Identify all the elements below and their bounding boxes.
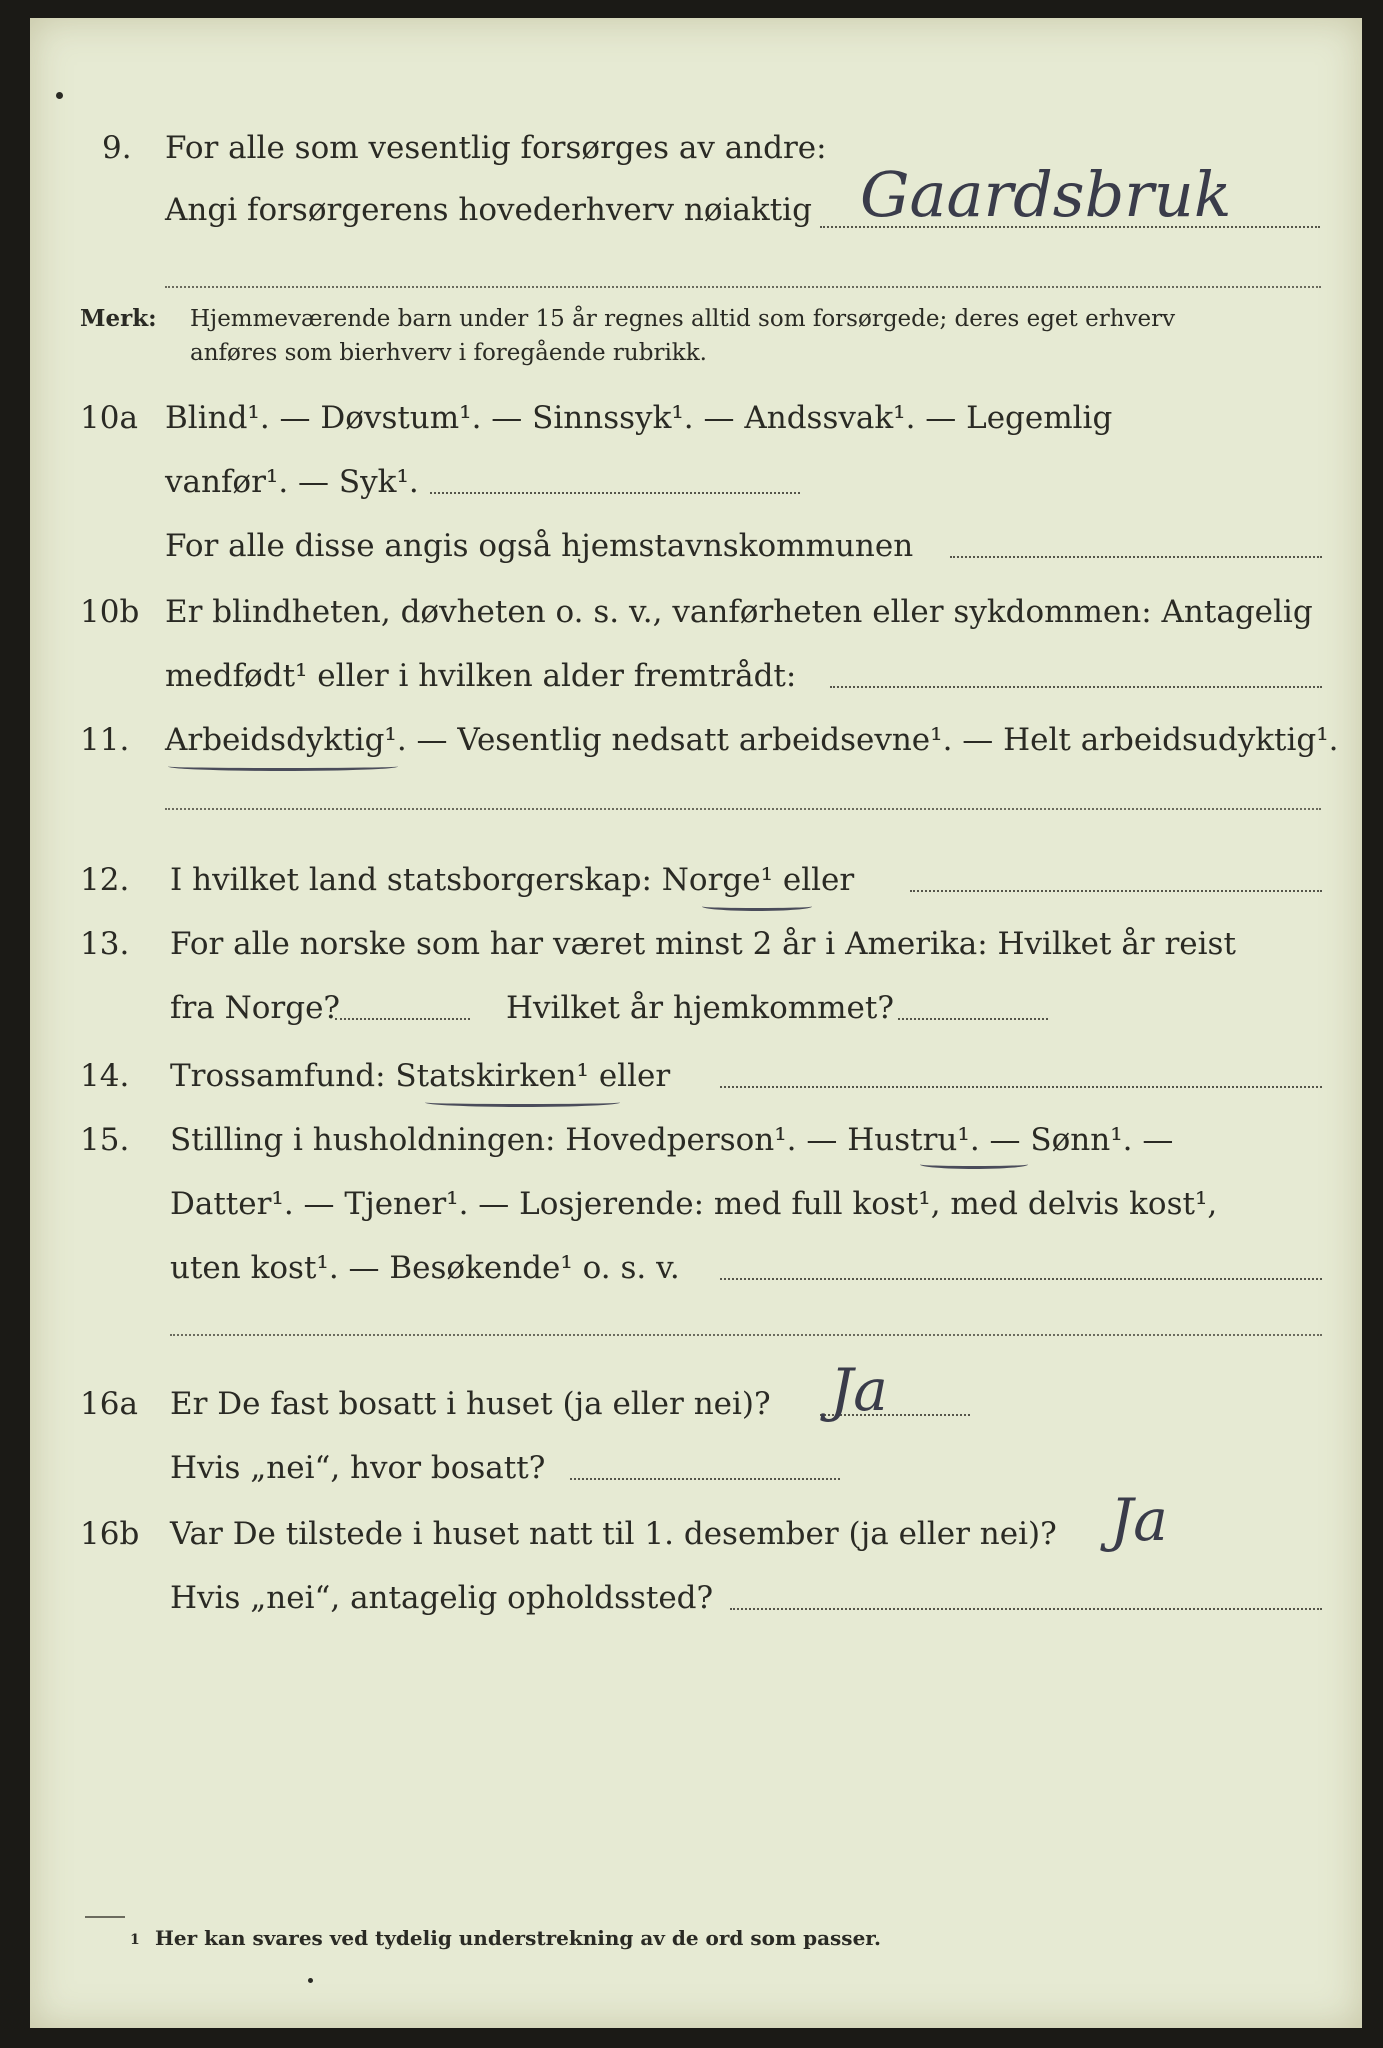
q9-separator — [165, 286, 1321, 288]
q13-line2a: fra Norge? — [170, 990, 341, 1026]
q10b-line1: Er blindheten, døvheten o. s. v., vanførheten eller sykdommen: Antagelig — [165, 594, 1313, 630]
q15-line3: uten kost¹. — Besøkende¹ o. s. v. — [170, 1250, 680, 1286]
q14-line1: Trossamfund: Statskirken¹ eller — [170, 1058, 671, 1094]
q10a-line1: Blind¹. — Døvstum¹. — Sinnssyk¹. — Andssvak¹. — Legemlig — [165, 400, 1113, 436]
q15-number: 15. — [80, 1122, 130, 1158]
q16a-line1: Er De fast bosatt i huset (ja eller nei)? — [170, 1386, 771, 1422]
q11-underline-arbeidsdyktig — [168, 762, 398, 771]
q10a-syk-line — [430, 492, 800, 494]
q15-line1: Stilling i husholdningen: Hovedperson¹. — Hustru¹. — Sønn¹. — — [170, 1122, 1174, 1158]
q12-underline-norge — [702, 902, 812, 911]
q16b-number: 16b — [80, 1516, 140, 1552]
ink-speck — [56, 92, 63, 99]
merk-line2: anføres som bierhverv i foregående rubrikk. — [190, 340, 707, 366]
q13-number: 13. — [80, 926, 130, 962]
q10a-line2: vanfør¹. — Syk¹. — [165, 464, 419, 500]
q9-line2: Angi forsørgerens hovederhverv nøiaktig — [165, 192, 812, 228]
q15-answer-line — [720, 1278, 1322, 1280]
q14-underline-statskirken — [425, 1098, 620, 1107]
q13-line2b: Hvilket år hjemkommet? — [506, 990, 894, 1026]
q13-hjemkommet-line — [898, 1018, 1048, 1020]
footnote-mark: 1 — [130, 1932, 140, 1948]
q16a-number: 16a — [80, 1386, 138, 1422]
q15-separator — [170, 1334, 1322, 1336]
merk-line1: Hjemmeværende barn under 15 år regnes alltid som forsørgede; deres eget erhverv — [190, 306, 1176, 332]
q10a-line3: For alle disse angis også hjemstavnskommunen — [165, 528, 914, 564]
q13-line1: For alle norske som har været minst 2 år i Amerika: Hvilket år reist — [170, 926, 1236, 962]
q10a-number: 10a — [80, 400, 138, 436]
q9-answer-handwriting: Gaardsbruk — [860, 158, 1232, 231]
q10b-number: 10b — [80, 594, 140, 630]
q10a-kommune-line — [950, 556, 1322, 558]
q15-underline-hustru — [920, 1160, 1028, 1169]
footnote-text: Her kan svares ved tydelig understrekning av de ord som passer. — [155, 1926, 881, 1950]
q10b-line2: medfødt¹ eller i hvilken alder fremtrådt: — [165, 658, 797, 694]
footnote-rule — [85, 1916, 125, 1918]
q9-line1: For alle som vesentlig forsørges av andre: — [165, 130, 827, 166]
ink-speck — [308, 1978, 313, 1983]
merk-label: Merk: — [80, 305, 157, 332]
q12-number: 12. — [80, 862, 130, 898]
q12-answer-line — [910, 890, 1322, 892]
q12-line1: I hvilket land statsborgerskap: Norge¹ eller — [170, 862, 855, 898]
q11-number: 11. — [80, 722, 130, 758]
q9-number: 9. — [102, 130, 132, 166]
q10b-answer-line — [830, 686, 1322, 688]
census-form-page — [30, 18, 1362, 2028]
q16a-answer-handwriting: Ja — [830, 1356, 888, 1424]
q14-number: 14. — [80, 1058, 130, 1094]
q14-answer-line — [720, 1086, 1322, 1088]
q13-reist-line — [335, 1018, 470, 1020]
q15-line2: Datter¹. — Tjener¹. — Losjerende: med full kost¹, med delvis kost¹, — [170, 1186, 1218, 1222]
q16b-line2: Hvis „nei“, antagelig opholdssted? — [170, 1580, 714, 1616]
q11-line1: Arbeidsdyktig¹. — Vesentlig nedsatt arbeidsevne¹. — Helt arbeidsudyktig¹. — [165, 722, 1339, 758]
q16b-opholdssted-line — [730, 1608, 1322, 1610]
q11-separator — [165, 808, 1321, 810]
q16b-answer-handwriting: Ja — [1110, 1486, 1168, 1554]
q16b-line1: Var De tilstede i huset natt til 1. desember (ja eller nei)? — [170, 1516, 1057, 1552]
q16a-line2: Hvis „nei“, hvor bosatt? — [170, 1450, 546, 1486]
q16a-bosatt-line — [570, 1478, 840, 1480]
